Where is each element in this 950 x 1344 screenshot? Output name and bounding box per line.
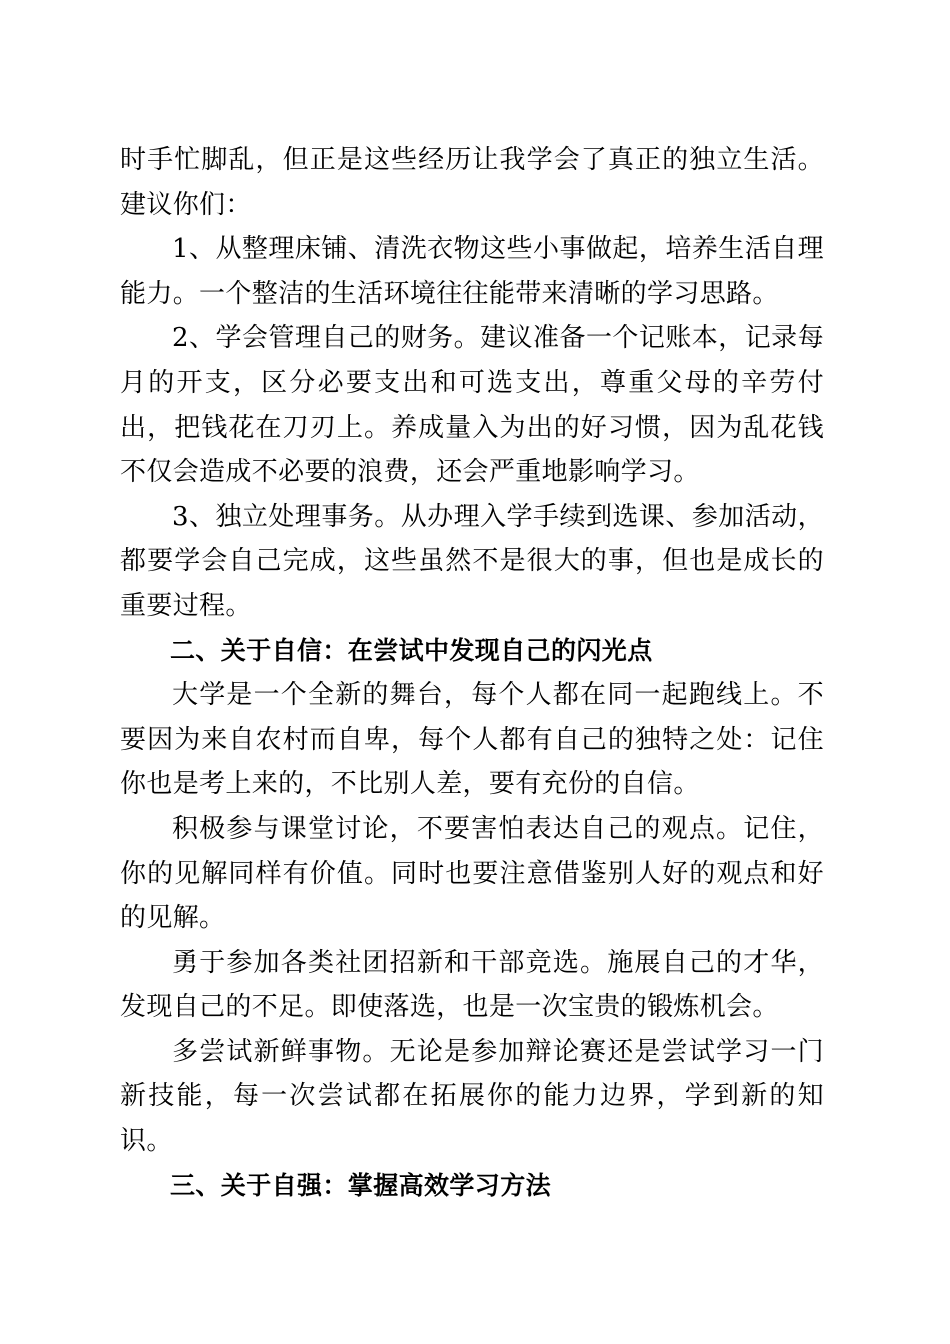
list-item-affairs: 3、独立处理事务。从办理入学手续到选课、参加活动，都要学会自己完成，这些虽然不是很大的事，但也是成长的重要过程。 bbox=[120, 501, 824, 621]
paragraph-class-discussion: 积极参与课堂讨论，不要害怕表达自己的观点。记住，你的见解同样有价值。同时也要注意借鉴别人好的观点和好的见解。 bbox=[120, 813, 824, 934]
document-body bbox=[120, 138, 824, 1208]
section-heading-confidence: 二、关于自信：在尝试中发现自己的闪光点 bbox=[170, 635, 653, 665]
section-heading-self-strength: 三、关于自强：掌握高效学习方法 bbox=[170, 1170, 552, 1200]
list-item-self-care: 1、从整理床铺、清洗衣物这些小事做起，培养生活自理能力。一个整洁的生活环境往往能带来清晰的学习思路。 bbox=[120, 234, 824, 309]
paragraph-continuation: 时手忙脚乱，但正是这些经历让我学会了真正的独立生活。建议你们： bbox=[120, 145, 824, 220]
paragraph-new-stage: 大学是一个全新的舞台，每个人都在同一起跑线上。不要因为来自农村而自卑，每个人都有自己的独特之处：记住你也是考上来的，不比别人差，要有充份的自信。 bbox=[120, 680, 824, 800]
paragraph-new-things: 多尝试新鲜事物。无论是参加辩论赛还是尝试学习一门新技能，每一次尝试都在拓展你的能力边界，学到新的知识。 bbox=[120, 1036, 824, 1157]
list-item-finance: 2、学会管理自己的财务。建议准备一个记账本，记录每月的开支，区分必要支出和可选支出，尊重父母的辛劳付出，把钱花在刀刃上。养成量入为出的好习惯，因为乱花钱不仅会造成不必要的浪费，还会严重地影响学习。 bbox=[120, 323, 824, 488]
paragraph-clubs: 勇于参加各类社团招新和干部竞选。施展自己的才华，发现自己的不足。即使落选，也是一次宝贵的锻炼机会。 bbox=[120, 947, 824, 1023]
